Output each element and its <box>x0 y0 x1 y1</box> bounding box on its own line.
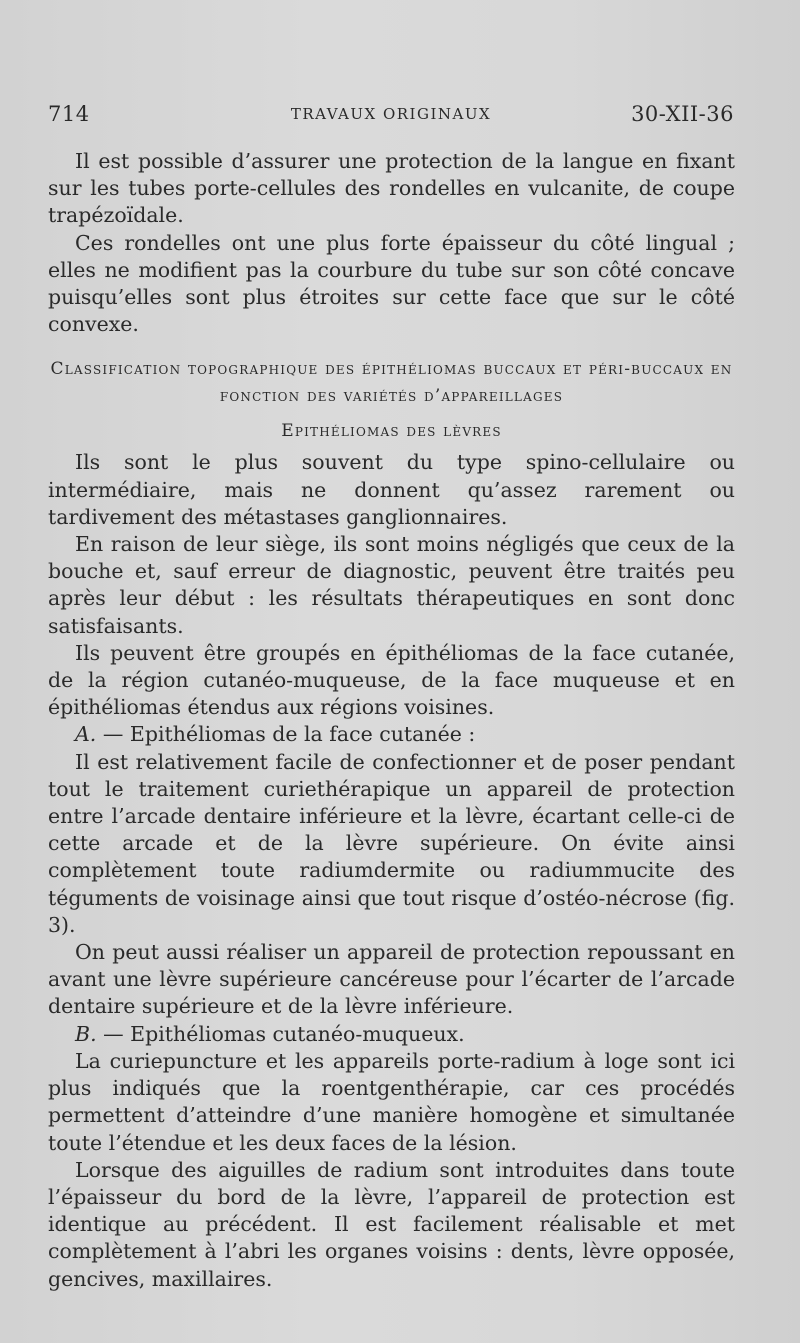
subsection-heading-b <box>48 1021 735 1048</box>
paragraph: La curiepuncture et les appareils porte-radium à loge sont ici plus indiqués que la roentgenthérapie, car ces procédés permettent d’atteindre d’une manière homogène et simultanée toute l’étendue et les deux faces de la lésion. <box>48 1048 735 1155</box>
subsection-letter: B. <box>75 1021 97 1046</box>
running-header <box>48 102 734 128</box>
paragraph: Lorsque des aiguilles de radium sont introduites dans toute l’épaisseur du bord de la lèvre, l’appareil de protection est identique au précédent. Il est facilement réalisable et met complètement à l’abri les organes voisins : dents, lèvre opposée, gencives, maxillaires. <box>48 1157 735 1291</box>
subsection-heading-a <box>48 721 735 748</box>
journal-title: TRAVAUX ORIGINAUX <box>290 105 492 123</box>
body-text <box>48 148 735 1293</box>
paragraph: Il est possible d’assurer une protection de la langue en fixant sur les tubes porte-cellules des rondelles en vulcanite, de coupe trapézoïdale. <box>48 149 735 228</box>
paragraph: On peut aussi réaliser un appareil de protection repoussant en avant une lèvre supérieure cancéreuse pour l’écarter de l’arcade dentaire supérieure et de la lèvre inférieure. <box>48 940 735 1019</box>
section-heading-classification: Classification topographique des épithéliomas buccaux et péri-buccaux en fonction des variétés d’appareillages <box>50 359 733 407</box>
subsection-title: — Epithéliomas de la face cutanée : <box>96 722 476 747</box>
issue-date: 30-XII-36 <box>631 102 734 126</box>
section-heading-levres: Epithéliomas des lèvres <box>281 421 502 442</box>
paragraph: Ils sont le plus souvent du type spino-cellulaire ou intermédiaire, mais ne donnent qu’assez rarement ou tardivement des métastases ganglionnaires. <box>48 450 735 529</box>
subsection-title: — Epithéliomas cutanéo-muqueux. <box>96 1021 465 1046</box>
paragraph: Ils peuvent être groupés en épithéliomas de la face cutanée, de la région cutanéo-muqueuse, de la face muqueuse et en épithéliomas étendus aux régions voisines. <box>48 640 735 720</box>
subsection-letter: A. <box>75 722 97 747</box>
paragraph: Il est relativement facile de confectionner et de poser pendant tout le traitement curiethérapique un appareil de protection entre l’arcade dentaire inférieure et la lèvre, écartant celle-ci de cette arcade et de la lèvre supérieure. On évite ainsi complètement toute radiumdermite ou radiummucite des téguments de voisinage ainsi que tout risque d’ostéo-nécrose (fig. 3). <box>48 749 735 937</box>
paragraph: Ces rondelles ont une plus forte épaisseur du côté lingual ; elles ne modifient pas la courbure du tube sur son côté concave puisqu’elles sont plus étroites sur cette face que sur le côté convexe. <box>48 230 735 337</box>
page-number: 714 <box>48 102 90 126</box>
paragraph: En raison de leur siège, ils sont moins négligés que ceux de la bouche et, sauf erreur de diagnostic, peuvent être traités peu après leur début : les résultats thérapeutiques en sont donc satisfaisants. <box>48 532 735 638</box>
